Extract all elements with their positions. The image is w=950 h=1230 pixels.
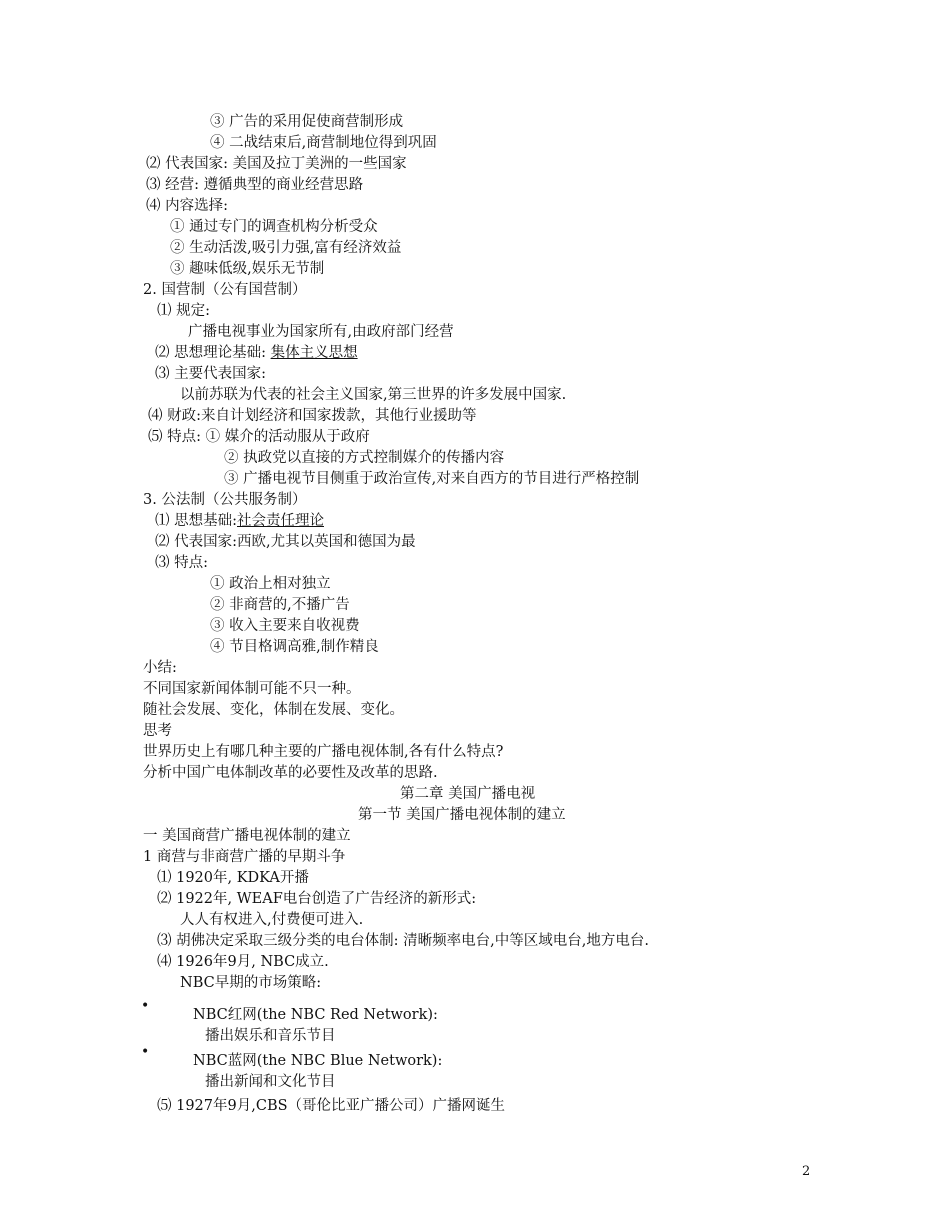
text-line: ③ 广告的采用促使商营制形成 bbox=[210, 114, 404, 130]
text-line: ⑵ 代表国家: 美国及拉丁美洲的一些国家 bbox=[146, 156, 407, 172]
section-heading: 一 美国商营广播电视体制的建立 bbox=[143, 828, 351, 844]
text-line: 世界历史上有哪几种主要的广播电视体制,各有什么特点? bbox=[143, 744, 504, 760]
text-line: 思考 bbox=[143, 723, 172, 739]
chapter-title: 第二章 美国广播电视 bbox=[400, 786, 536, 802]
text-line: ③ 趣味低级,娱乐无节制 bbox=[170, 261, 325, 277]
text-line: ⑴ 1920年, KDKA开播 bbox=[157, 870, 309, 886]
text-line: ① 通过专门的调查机构分析受众 bbox=[170, 219, 378, 235]
text-line: ⑶ 特点: bbox=[155, 555, 208, 571]
text-line: 随社会发展、变化，体制在发展、变化。 bbox=[143, 702, 404, 718]
text-line: ⑵ 代表国家:西欧,尤其以英国和德国为最 bbox=[155, 534, 416, 550]
underlined-term: 社会责任理论 bbox=[237, 513, 324, 529]
text-line: 1 商营与非商营广播的早期斗争 bbox=[143, 849, 346, 865]
text-line: 小结: bbox=[143, 660, 177, 676]
text-line: 分析中国广电体制改革的必要性及改革的思路. bbox=[143, 765, 438, 781]
text-line: ② 执政党以直接的方式控制媒介的传播内容 bbox=[224, 450, 505, 466]
text-line bbox=[155, 511, 324, 531]
text-line: ⑷ 财政:来自计划经济和国家拨款，其他行业援助等 bbox=[148, 408, 477, 424]
text-line: ⑸ 特点: ① 媒介的活动服从于政府 bbox=[148, 429, 370, 445]
text-line: 以前苏联为代表的社会主义国家,第三世界的许多发展中国家. bbox=[180, 387, 567, 403]
page-number: 2 bbox=[802, 1164, 811, 1179]
section-heading: 3. 公法制（公共服务制） bbox=[143, 492, 307, 508]
text-line: ④ 节目格调高雅,制作精良 bbox=[210, 639, 379, 655]
text-line: ⑵ 1922年, WEAF电台创造了广告经济的新形式: bbox=[157, 891, 477, 907]
text-line: ⑶ 胡佛决定采取三级分类的电台体制: 清晰频率电台,中等区域电台,地方电台. bbox=[157, 933, 649, 949]
text-line: ③ 广播电视节目侧重于政治宣传,对来自西方的节目进行严格控制 bbox=[224, 471, 640, 487]
text-line: 广播电视事业为国家所有,由政府部门经营 bbox=[188, 324, 454, 340]
text-line: 人人有权进入,付费便可进入. bbox=[180, 912, 364, 928]
text-line: ⑷ 内容选择: bbox=[146, 198, 228, 214]
text-line: ② 非商营的,不播广告 bbox=[210, 597, 350, 613]
text-line: NBC早期的市场策略: bbox=[180, 975, 322, 991]
text-line: ② 生动活泼,吸引力强,富有经济效益 bbox=[170, 240, 402, 256]
text-line: ⑷ 1926年9月, NBC成立. bbox=[157, 954, 329, 970]
text-line: NBC红网(the NBC Red Network): bbox=[193, 1007, 438, 1023]
text-line: ⑶ 经营: 遵循典型的商业经营思路 bbox=[146, 177, 364, 193]
text-line: ⑸ 1927年9月,CBS（哥伦比亚广播公司）广播网诞生 bbox=[157, 1098, 506, 1114]
text-line: ⑴ 规定: bbox=[157, 303, 210, 319]
text-line: 播出新闻和文化节目 bbox=[205, 1074, 336, 1090]
text-line: NBC蓝网(the NBC Blue Network): bbox=[193, 1053, 443, 1069]
text-line bbox=[155, 343, 358, 363]
text-line: 不同国家新闻体制可能不只一种。 bbox=[143, 681, 361, 697]
bullet-marker: • bbox=[141, 1044, 150, 1060]
text-line: 播出娱乐和音乐节目 bbox=[205, 1028, 336, 1044]
text-line: ① 政治上相对独立 bbox=[210, 576, 331, 592]
text-line: ③ 收入主要来自收视费 bbox=[210, 618, 360, 634]
text-segment: ⑵ 思想理论基础: bbox=[155, 345, 271, 361]
text-line: ⑶ 主要代表国家: bbox=[155, 366, 266, 382]
underlined-term: 集体主义思想 bbox=[270, 345, 358, 361]
text-segment: ⑴ 思想基础: bbox=[155, 513, 237, 529]
text-line: ④ 二战结束后,商营制地位得到巩固 bbox=[210, 135, 437, 151]
section-title: 第一节 美国广播电视体制的建立 bbox=[358, 807, 566, 823]
bullet-marker: • bbox=[141, 998, 150, 1014]
section-heading: 2. 国营制（公有国营制） bbox=[143, 282, 307, 298]
